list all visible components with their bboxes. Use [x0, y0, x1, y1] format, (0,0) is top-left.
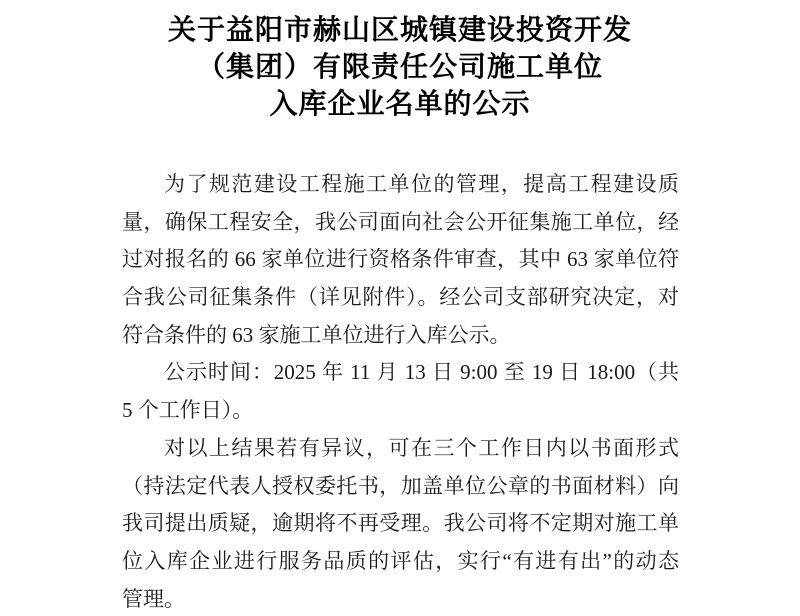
- body-line: 过对报名的 66 家单位进行资格条件审查，其中 63 家单位符: [122, 247, 679, 272]
- body-line-working-days: 5 个工作日）。: [122, 398, 254, 423]
- document-body: [122, 166, 679, 616]
- body-line: 量，确保工程安全，我公司面向社会公开征集施工单位，经: [122, 209, 679, 234]
- body-line-paragraph1-start: 为了规范建设工程施工单位的管理，提高工程建设质: [164, 172, 679, 196]
- title-line-3: 入库企业名单的公示: [269, 88, 531, 119]
- title-line-2: （集团）有限责任公司施工单位: [196, 51, 603, 82]
- body-line: （持法定代表人授权委托书，加盖单位公章的书面材料）向: [122, 473, 679, 498]
- body-line: 合我公司征集条件（详见附件）。经公司支部研究决定，对: [122, 285, 679, 310]
- document-title: [0, 11, 800, 122]
- body-line: 位入库企业进行服务品质的评估，实行“有进有出”的动态: [122, 548, 679, 573]
- title-line-1: 关于益阳市赫山区城镇建设投资开发: [167, 14, 632, 45]
- body-line-paragraph3-start: 对以上结果若有异议，可在三个工作日内以书面形式: [164, 435, 679, 460]
- body-line-paragraph3-end: 管理。: [122, 586, 185, 611]
- body-line-paragraph1-end: 符合条件的 63 家施工单位进行入库公示。: [122, 322, 511, 347]
- body-line: 我司提出质疑，逾期将不再受理。我公司将不定期对施工单: [122, 511, 679, 536]
- body-line-publicity-time: 公示时间：2025 年 11 月 13 日 9:00 至 19 日 18:00（共: [164, 360, 679, 385]
